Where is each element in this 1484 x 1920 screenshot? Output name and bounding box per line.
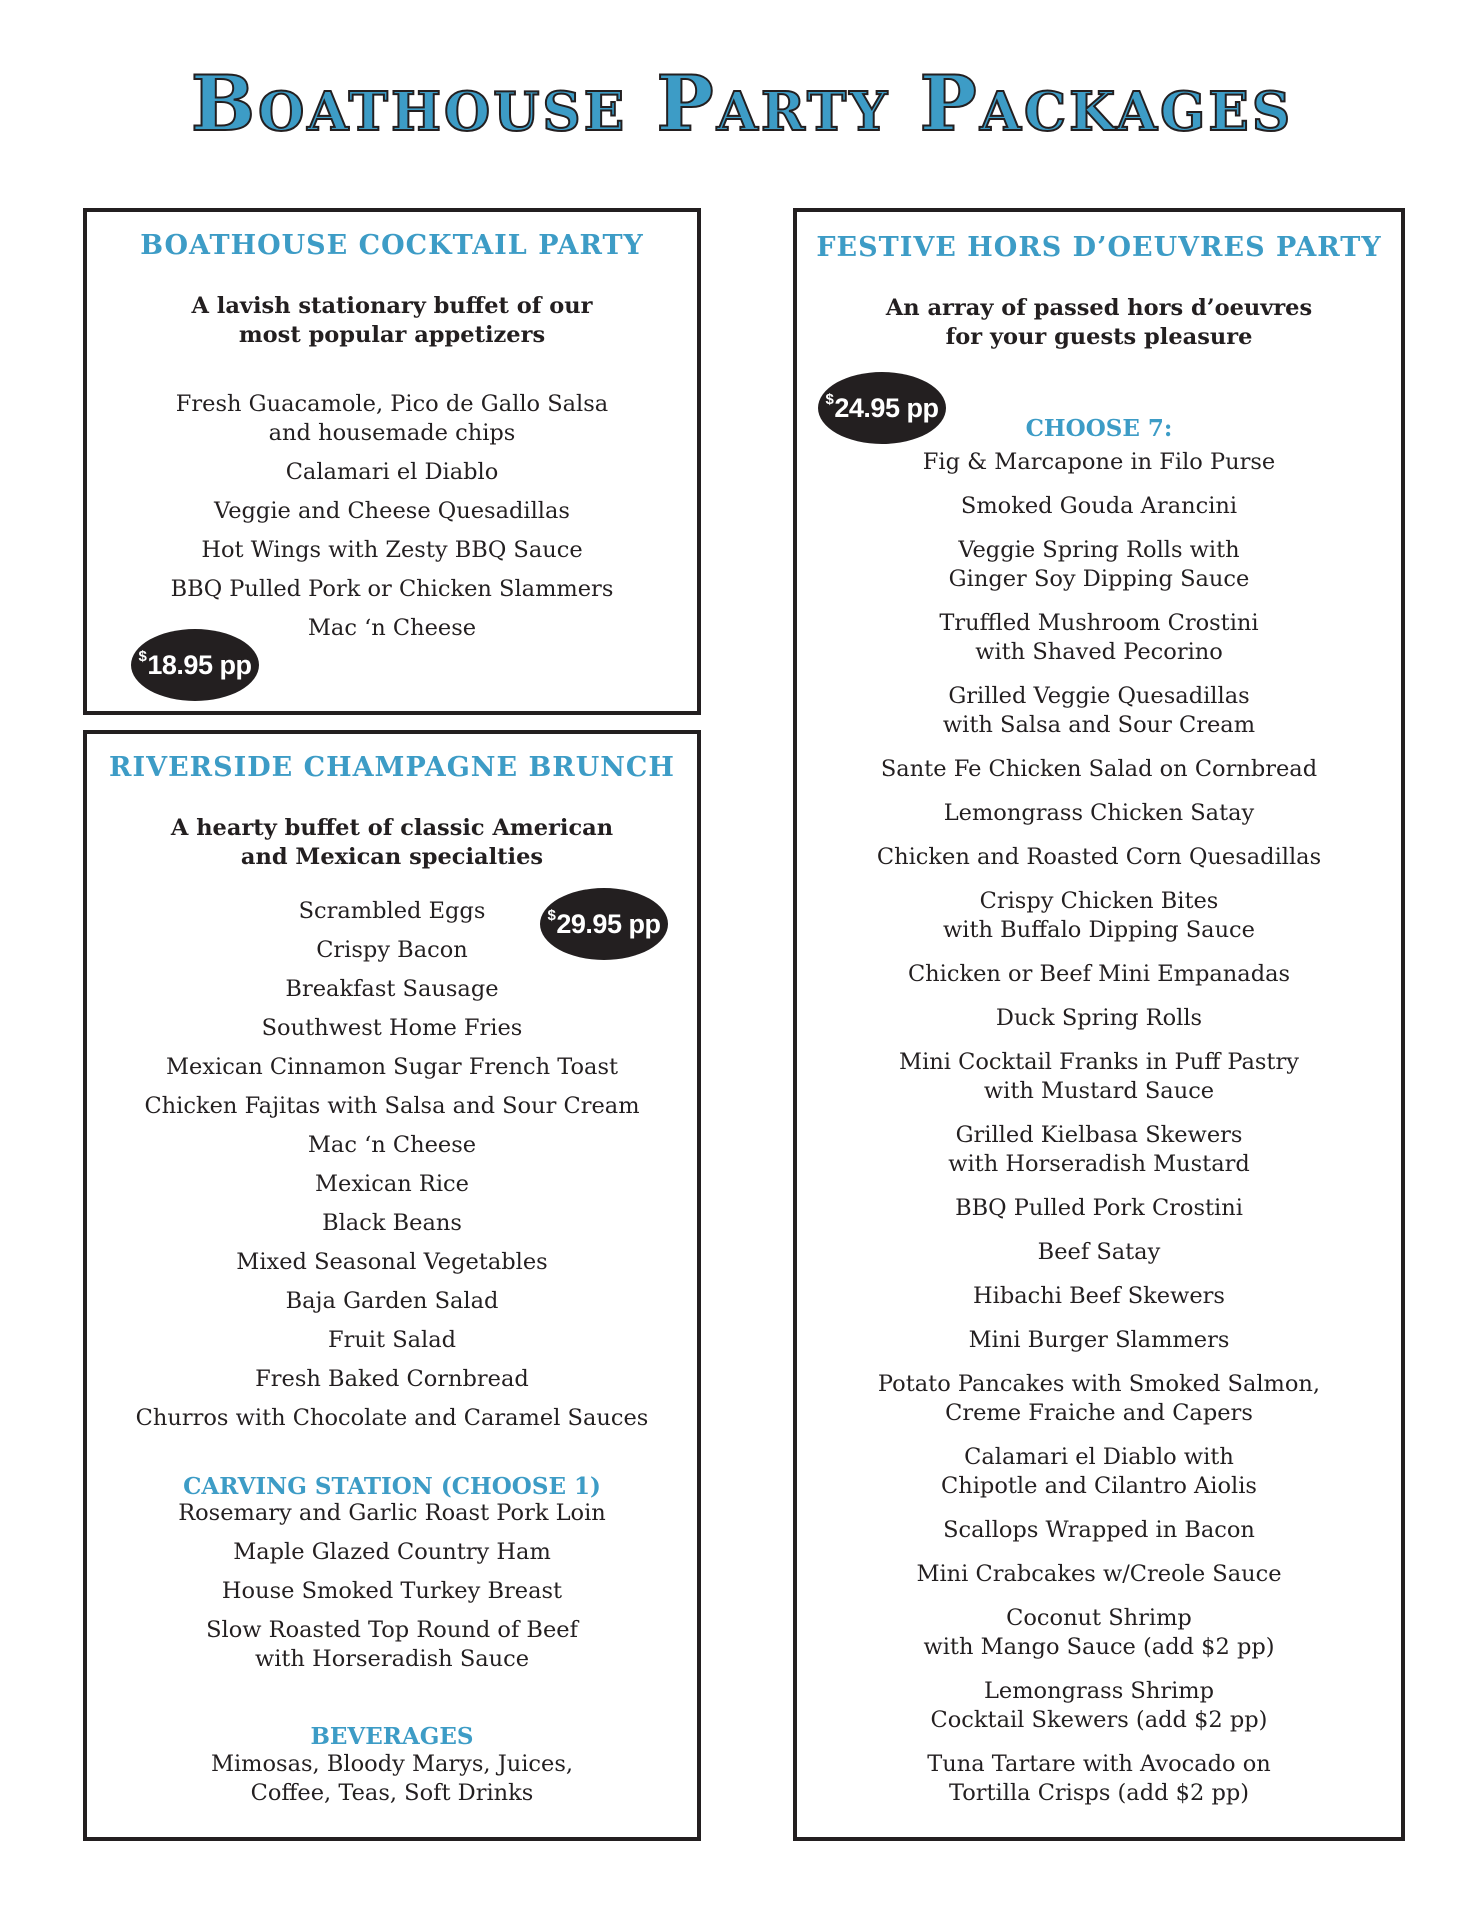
price-badge [540, 888, 668, 960]
menu-item-line: Smoked Gouda Arancini [960, 493, 1238, 519]
carving-station-list [87, 1499, 697, 1684]
subtitle-line: for your guests pleasure [945, 324, 1253, 350]
menu-item [797, 1238, 1401, 1267]
menu-item: Black Beans [322, 1210, 462, 1236]
menu-item [797, 799, 1401, 828]
menu-item: Mexican Rice [315, 1171, 469, 1197]
menu-item: House Smoked Turkey Breast [221, 1578, 563, 1604]
menu-item-line: Lemongrass Chicken Satay [943, 800, 1255, 826]
menu-item: Mac ‘n Cheese [307, 1132, 477, 1158]
cocktail-party-subtitle [87, 292, 697, 350]
menu-item: and housemade chips [268, 420, 516, 446]
price-currency: $ [825, 390, 834, 408]
menu-item [797, 1121, 1401, 1179]
menu-item [797, 1443, 1401, 1501]
subtitle-line: An array of passed hors d’oeuvres [885, 295, 1313, 321]
menu-item-line: Chicken and Roasted Corn Quesadillas [876, 844, 1322, 870]
menu-item-line: Calamari el Diablo with [964, 1444, 1234, 1470]
menu-item [797, 1048, 1401, 1106]
menu-item [797, 448, 1401, 477]
menu-item-line: Grilled Kielbasa Skewers [955, 1122, 1243, 1148]
menu-item-line: Tortilla Crisps (add $2 pp) [948, 1780, 1250, 1806]
menu-item: Baja Garden Salad [285, 1288, 499, 1314]
menu-item [797, 1326, 1401, 1355]
menu-item-line: Beef Satay [1037, 1239, 1161, 1265]
champagne-brunch-box [83, 730, 701, 1841]
menu-item [797, 1370, 1401, 1428]
menu-item [797, 1194, 1401, 1223]
champagne-brunch-subtitle [87, 814, 697, 872]
menu-item: Scrambled Eggs [298, 898, 486, 924]
menu-item: Slow Roasted Top Round of Beef [206, 1617, 578, 1643]
menu-item-line: Ginger Soy Dipping Sauce [948, 566, 1250, 592]
price-currency: $ [547, 906, 556, 924]
menu-item [797, 960, 1401, 989]
menu-item [797, 1750, 1401, 1808]
menu-item-line: Tuna Tartare with Avocado on [927, 1751, 1271, 1777]
menu-item [797, 887, 1401, 945]
brunch-menu-list [87, 897, 697, 1443]
menu-item-line: with Salsa and Sour Cream [942, 712, 1256, 738]
menu-item-line: Truffled Mushroom Crostini [939, 610, 1259, 636]
menu-item [797, 1282, 1401, 1311]
price-currency: $ [138, 647, 147, 665]
beverages-text [87, 1750, 697, 1808]
hors-doeuvres-box [793, 208, 1405, 1841]
menu-item-line: Mini Crabcakes w/Creole Sauce [916, 1561, 1282, 1587]
beverages-label: BEVERAGES [310, 1723, 474, 1750]
menu-item [797, 1004, 1401, 1033]
menu-item-line: with Mustard Sauce [983, 1078, 1215, 1104]
menu-item: Maple Glazed Country Ham [233, 1539, 551, 1565]
page-title [0, 59, 1484, 148]
menu-item [797, 1516, 1401, 1545]
beverages-line: Coffee, Teas, Soft Drinks [250, 1780, 534, 1806]
menu-item-line: with Shaved Pecorino [975, 639, 1223, 665]
menu-item [797, 682, 1401, 740]
menu-item-line: with Mango Sauce (add $2 pp) [923, 1634, 1275, 1660]
hors-doeuvres-subtitle [797, 294, 1401, 352]
menu-item-line: Scallops Wrapped in Bacon [943, 1517, 1255, 1543]
menu-item-line: Chipotle and Cilantro Aiolis [941, 1473, 1257, 1499]
subtitle-line: most popular appetizers [238, 322, 546, 348]
menu-item-line: with Horseradish Mustard [948, 1151, 1250, 1177]
menu-item: Fruit Salad [327, 1327, 457, 1353]
menu-item-line: Coconut Shrimp [1006, 1605, 1192, 1631]
price-value: 18.95 pp [147, 649, 252, 680]
menu-item: Rosemary and Garlic Roast Pork Loin [178, 1500, 606, 1526]
menu-item: Mac ‘n Cheese [307, 615, 477, 641]
menu-item-line: Veggie Spring Rolls with [958, 537, 1240, 563]
menu-item-line: Creme Fraiche and Capers [945, 1400, 1253, 1426]
beverages-line: Mimosas, Bloody Marys, Juices, [210, 1751, 574, 1777]
menu-item: BBQ Pulled Pork or Chicken Slammers [170, 576, 614, 602]
menu-item-line: Grilled Veggie Quesadillas [948, 683, 1250, 709]
cocktail-party-box [83, 208, 701, 715]
menu-item-line: Potato Pancakes with Smoked Salmon, [877, 1371, 1321, 1397]
menu-item: Crispy Bacon [316, 937, 468, 963]
menu-item-line: Cocktail Skewers (add $2 pp) [930, 1707, 1268, 1733]
carving-station-label: CARVING STATION (CHOOSE 1) [183, 1473, 601, 1500]
price-value: 24.95 pp [834, 392, 939, 423]
choose-label: CHOOSE 7: [1025, 415, 1173, 442]
menu-item-line: BBQ Pulled Pork Crostini [955, 1195, 1243, 1221]
menu-item: Southwest Home Fries [261, 1015, 523, 1041]
cocktail-party-heading: BOATHOUSE COCKTAIL PARTY [140, 230, 644, 261]
menu-item-line: with Buffalo Dipping Sauce [943, 917, 1255, 943]
hors-doeuvres-list [797, 448, 1401, 1808]
menu-item [797, 755, 1401, 784]
cocktail-menu-list [87, 390, 697, 653]
menu-item [797, 1560, 1401, 1589]
menu-item: Fresh Baked Cornbread [255, 1366, 529, 1392]
menu-item: Mexican Cinnamon Sugar French Toast [165, 1054, 619, 1080]
menu-item: Veggie and Cheese Quesadillas [214, 498, 570, 524]
menu-item-line: Mini Cocktail Franks in Puff Pastry [899, 1049, 1299, 1075]
menu-item-line: Duck Spring Rolls [995, 1005, 1203, 1031]
menu-item [797, 1604, 1401, 1662]
menu-item: Breakfast Sausage [285, 976, 499, 1002]
subtitle-line: A lavish stationary buffet of our [191, 293, 593, 319]
menu-item [797, 609, 1401, 667]
price-badge [131, 629, 259, 701]
subtitle-line: A hearty buffet of classic American [170, 815, 614, 841]
menu-item: Chicken Fajitas with Salsa and Sour Cream [144, 1093, 640, 1119]
menu-item [797, 843, 1401, 872]
menu-item-line: Hibachi Beef Skewers [973, 1283, 1225, 1309]
menu-item: with Horseradish Sauce [254, 1646, 530, 1672]
menu-item [797, 492, 1401, 521]
menu-item [797, 536, 1401, 594]
menu-item-line: Chicken or Beef Mini Empanadas [907, 961, 1291, 987]
menu-item: Fresh Guacamole, Pico de Gallo Salsa [175, 391, 609, 417]
menu-item [797, 1677, 1401, 1735]
menu-item-line: Sante Fe Chicken Salad on Cornbread [880, 756, 1318, 782]
menu-item-line: Lemongrass Shrimp [983, 1678, 1215, 1704]
page-title-text: Boathouse Party Packages [190, 59, 1294, 148]
champagne-brunch-heading: RIVERSIDE CHAMPAGNE BRUNCH [109, 752, 675, 783]
hors-doeuvres-heading: FESTIVE HORS D’OEUVRES PARTY [816, 232, 1382, 263]
subtitle-line: and Mexican specialties [240, 844, 544, 870]
menu-item: Mixed Seasonal Vegetables [236, 1249, 548, 1275]
menu-item: Calamari el Diablo [285, 459, 499, 485]
menu-item: Churros with Chocolate and Caramel Sauces [135, 1405, 649, 1431]
menu-item: Hot Wings with Zesty BBQ Sauce [201, 537, 583, 563]
menu-item-line: Crispy Chicken Bites [979, 888, 1219, 914]
menu-item-line: Fig & Marcapone in Filo Purse [922, 449, 1276, 475]
price-value: 29.95 pp [556, 908, 661, 939]
menu-item-line: Mini Burger Slammers [968, 1327, 1230, 1353]
